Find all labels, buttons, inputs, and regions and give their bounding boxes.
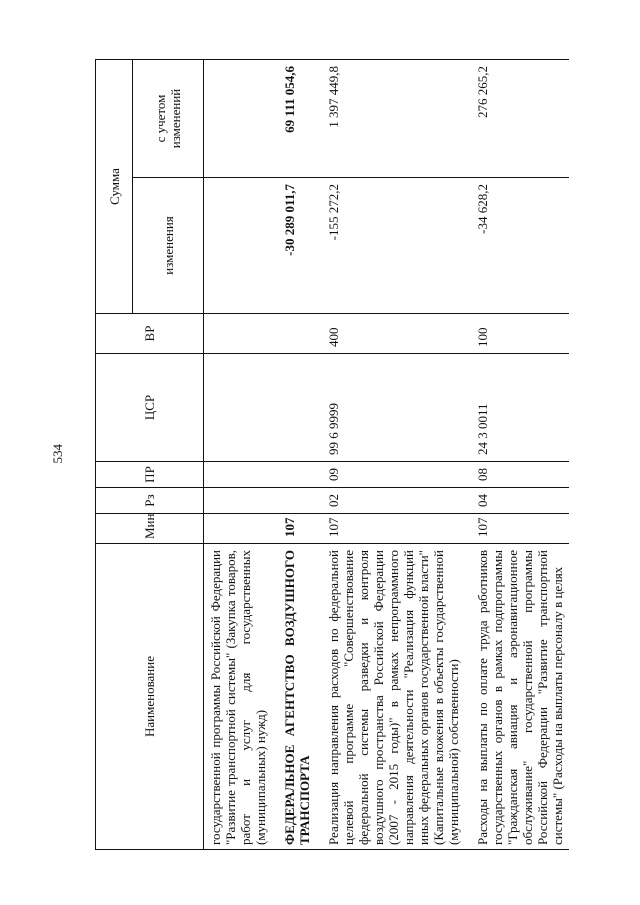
row-min: 107 bbox=[278, 514, 316, 544]
header-pr: ПР bbox=[96, 462, 204, 488]
row-vr: 100 bbox=[471, 314, 569, 354]
row-with-change bbox=[204, 60, 273, 178]
table-row bbox=[471, 60, 569, 850]
row-change bbox=[204, 178, 273, 314]
row-rz bbox=[204, 488, 273, 514]
row-csr bbox=[278, 354, 316, 462]
row-csr: 24 3 0011 bbox=[471, 354, 569, 462]
row-csr: 99 6 9999 bbox=[322, 354, 465, 462]
table-body bbox=[204, 60, 570, 850]
row-vr bbox=[278, 314, 316, 354]
row-change: -34 628,2 bbox=[471, 178, 569, 314]
row-csr bbox=[204, 354, 273, 462]
header-rz: Рз bbox=[96, 488, 204, 514]
row-min: 107 bbox=[322, 514, 465, 544]
header-sum: Сумма bbox=[96, 60, 133, 314]
row-change: -30 289 011,7 bbox=[278, 178, 316, 314]
budget-table bbox=[95, 59, 569, 850]
header-change: изменения bbox=[133, 178, 204, 314]
header-name: Наименование bbox=[96, 544, 204, 850]
row-vr bbox=[204, 314, 273, 354]
row-name: ФЕДЕРАЛЬНОЕ АГЕНТСТВО ВОЗДУШНОГО ТРАНСПОРТА bbox=[278, 544, 316, 850]
row-min: 107 bbox=[471, 514, 569, 544]
row-with-change: 1 397 449,8 bbox=[322, 60, 465, 178]
row-with-change: 69 111 054,6 bbox=[278, 60, 316, 178]
header-with-change: с учетом изменений bbox=[133, 60, 204, 178]
row-name: государственной программы Российской Федерации "Развитие транспортной системы" (Закупка товаров, работ и услуг для государственных (муниципальных) нужд) bbox=[204, 544, 273, 850]
row-pr: 08 bbox=[471, 462, 569, 488]
budget-table-sheet bbox=[95, 60, 640, 850]
row-rz: 02 bbox=[322, 488, 465, 514]
header-vr: ВР bbox=[96, 314, 204, 354]
row-min bbox=[204, 514, 273, 544]
table-header bbox=[96, 60, 204, 850]
row-change: -155 272,2 bbox=[322, 178, 465, 314]
row-pr bbox=[278, 462, 316, 488]
header-csr: ЦСР bbox=[96, 354, 204, 462]
row-name: Расходы на выплаты по оплате труда работников государственных органов в рамках подпрограммы "Гражданская авиация и аэронавигационное обслуживание" государственной программы Российской Федерации "Развитие транспортной системы" (Расходы на выплаты персоналу в целях bbox=[471, 544, 569, 850]
row-name: Реализация направления расходов по федеральной целевой программе "Совершенствование федеральной системы разведки и контроля воздушного пространства Российской Федерации (2007 - 2015 годы)" в рамках непрограммного направления деятельности "Реализация функций иных федеральных органов государственной власти" (Капитальные вложения в объекты государственной (муниципальной) собственности) bbox=[322, 544, 465, 850]
row-pr bbox=[204, 462, 273, 488]
row-pr: 09 bbox=[322, 462, 465, 488]
header-min: Мин bbox=[96, 514, 204, 544]
table-row bbox=[278, 60, 316, 850]
row-with-change: 276 265,2 bbox=[471, 60, 569, 178]
page-number: 534 bbox=[50, 444, 65, 464]
table-row bbox=[204, 60, 273, 850]
row-vr: 400 bbox=[322, 314, 465, 354]
row-rz: 04 bbox=[471, 488, 569, 514]
row-rz bbox=[278, 488, 316, 514]
table-row bbox=[322, 60, 465, 850]
